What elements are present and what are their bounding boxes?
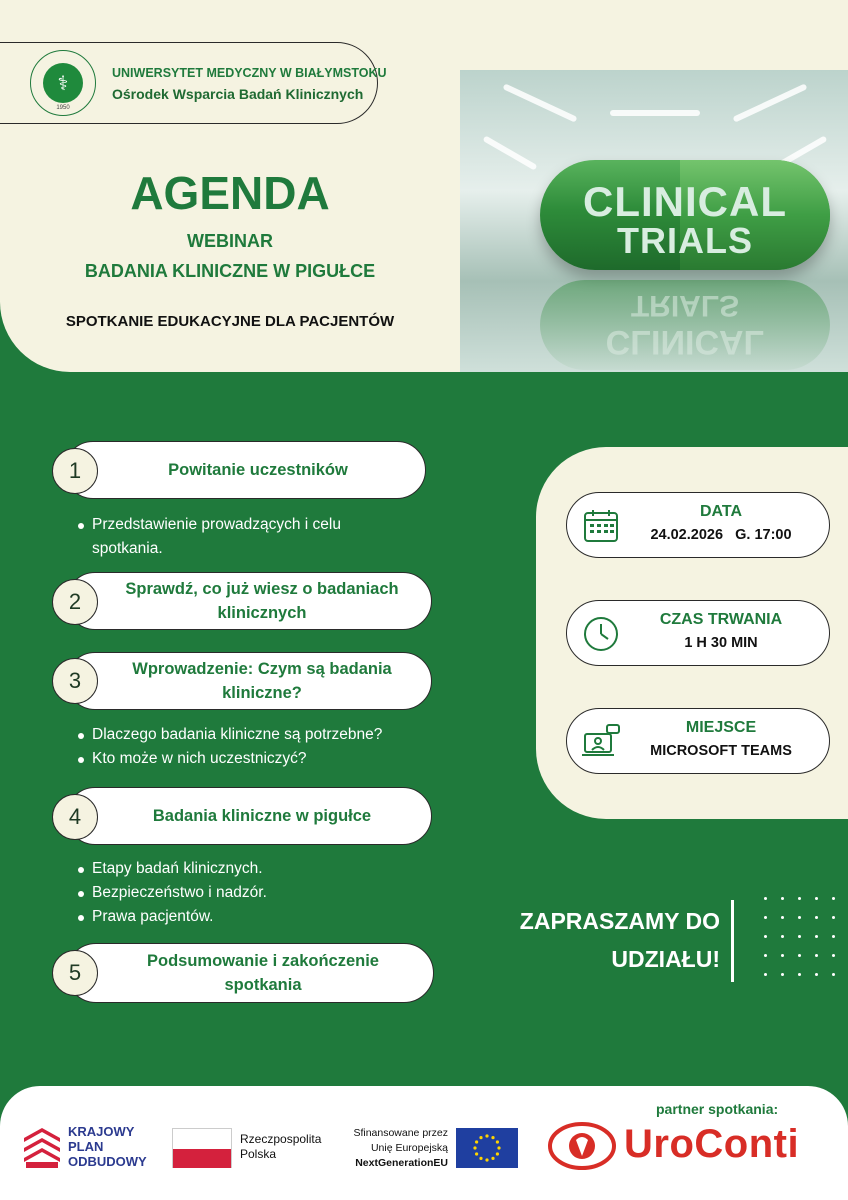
- agenda-number-3: 3: [52, 658, 98, 704]
- partner-label: partner spotkania:: [656, 1101, 779, 1117]
- reflection-text-trials: TRIALS: [630, 289, 740, 322]
- decorative-dot: [832, 935, 835, 938]
- event-type: WEBINAR: [187, 231, 273, 251]
- agenda-item-1: [64, 441, 426, 499]
- partner-name: UroConti: [624, 1122, 800, 1166]
- decorative-dot: [815, 973, 818, 976]
- info-label: DATA: [699, 503, 743, 520]
- decorative-dot: [764, 916, 767, 919]
- agenda-item-title: Sprawdź, co już wiesz o badaniach klinicznych: [125, 580, 399, 622]
- calendar-icon: [581, 506, 621, 546]
- decorative-dot: [832, 954, 835, 957]
- decorative-dot: [832, 973, 835, 976]
- pill-reflection: [540, 280, 830, 370]
- decorative-dot: [815, 897, 818, 900]
- uroconti-logo-icon: [546, 1120, 618, 1172]
- info-value: 1 H 30 MIN: [684, 635, 758, 651]
- decorative-dot: [764, 897, 767, 900]
- pl-line: Polska: [240, 1147, 277, 1161]
- eu-funding-text: [334, 1126, 448, 1171]
- page-title: AGENDA: [130, 167, 330, 219]
- decorative-dot: [815, 954, 818, 957]
- info-value: 24.02.2026 G. 17:00: [650, 527, 792, 543]
- poland-flag-icon: [172, 1128, 232, 1168]
- agenda-number-1: 1: [52, 448, 98, 494]
- photo-text-clinical: CLINICAL: [583, 178, 787, 225]
- kpo-logo-text: [68, 1124, 147, 1169]
- seal-year: 1950: [56, 105, 70, 111]
- eu-line: Unię Europejską: [370, 1142, 448, 1154]
- info-label: CZAS TRWANIA: [659, 611, 783, 628]
- decorative-dot: [798, 935, 801, 938]
- decorative-dot: [781, 954, 784, 957]
- list-item: Bezpieczeństwo i nadzór.: [76, 881, 406, 905]
- decorative-dot: [798, 973, 801, 976]
- decorative-dot: [798, 916, 801, 919]
- decorative-dot: [832, 916, 835, 919]
- list-item: Przedstawienie prowadzących i celu spotkania.: [76, 513, 406, 561]
- pill-capsule: [540, 160, 830, 270]
- decorative-dot: [764, 973, 767, 976]
- agenda-item-title: Powitanie uczestników: [168, 461, 348, 479]
- agenda-number-2: 2: [52, 579, 98, 625]
- agenda-item-3: [66, 652, 432, 710]
- event-audience: SPOTKANIE EDUKACYJNE DLA PACJENTÓW: [65, 313, 395, 330]
- photo-text-trials: TRIALS: [617, 220, 753, 261]
- info-date: [566, 492, 830, 558]
- online-meeting-icon: [581, 722, 621, 762]
- agenda-item-title: Podsumowanie i zakończenie spotkania: [147, 952, 379, 994]
- agenda-item-title: Wprowadzenie: Czym są badania kliniczne?: [132, 660, 392, 702]
- info-location: [566, 708, 830, 774]
- kpo-line: PLAN: [68, 1139, 104, 1154]
- center-name: Ośrodek Wsparcia Badań Klinicznych: [112, 86, 364, 102]
- agenda-item-5: [66, 943, 434, 1003]
- list-item: Etapy badań klinicznych.: [76, 857, 406, 881]
- decorative-dot: [764, 935, 767, 938]
- caduceus-seal-icon: ⚕: [43, 63, 83, 103]
- kpo-logo-icon: [22, 1126, 62, 1170]
- eu-line: Sfinansowane przez: [353, 1127, 448, 1139]
- poland-logo-text: [240, 1132, 321, 1162]
- kpo-line: ODBUDOWY: [68, 1154, 147, 1169]
- eu-line: NextGenerationEU: [355, 1157, 448, 1169]
- invite-divider: [731, 900, 734, 982]
- reflection-text-clinical: CLINICAL: [605, 323, 765, 361]
- agenda-number-4: 4: [52, 794, 98, 840]
- agenda-number-5: 5: [52, 950, 98, 996]
- agenda-item-3-bullets: [76, 723, 456, 771]
- university-name: UNIWERSYTET MEDYCZNY W BIAŁYMSTOKU: [112, 66, 387, 80]
- info-value: MICROSOFT TEAMS: [650, 743, 792, 759]
- list-item: Kto może w nich uczestniczyć?: [76, 747, 456, 771]
- decorative-dot: [781, 916, 784, 919]
- decorative-dot: [781, 935, 784, 938]
- decorative-dot: [798, 897, 801, 900]
- agenda-item-2: [66, 572, 432, 630]
- info-duration: [566, 600, 830, 666]
- agenda-item-1-bullets: [76, 513, 406, 561]
- decorative-dot: [798, 954, 801, 957]
- agenda-item-4-bullets: [76, 857, 406, 929]
- decorative-dot: [781, 897, 784, 900]
- invite-line-1: ZAPRASZAMY DO: [519, 908, 720, 934]
- decorative-dot: [781, 973, 784, 976]
- pl-line: Rzeczpospolita: [240, 1132, 322, 1146]
- kpo-line: KRAJOWY: [68, 1124, 135, 1139]
- info-label: MIEJSCE: [685, 719, 757, 736]
- event-subtitle: BADANIA KLINICZNE W PIGUŁCE: [84, 261, 376, 281]
- decorative-dot: [815, 916, 818, 919]
- agenda-item-title: Badania kliniczne w pigułce: [152, 807, 372, 825]
- clinical-trials-photo: [460, 70, 848, 372]
- decorative-dot: [764, 954, 767, 957]
- invite-line-2: UDZIAŁU!: [611, 946, 720, 972]
- clock-icon: [581, 614, 621, 654]
- list-item: Prawa pacjentów.: [76, 905, 406, 929]
- list-item: Dlaczego badania kliniczne są potrzebne?: [76, 723, 456, 747]
- agenda-item-4: [66, 787, 432, 845]
- decorative-dot: [815, 935, 818, 938]
- decorative-dot: [832, 897, 835, 900]
- eu-flag-icon: [456, 1128, 518, 1168]
- university-logo: [30, 50, 96, 116]
